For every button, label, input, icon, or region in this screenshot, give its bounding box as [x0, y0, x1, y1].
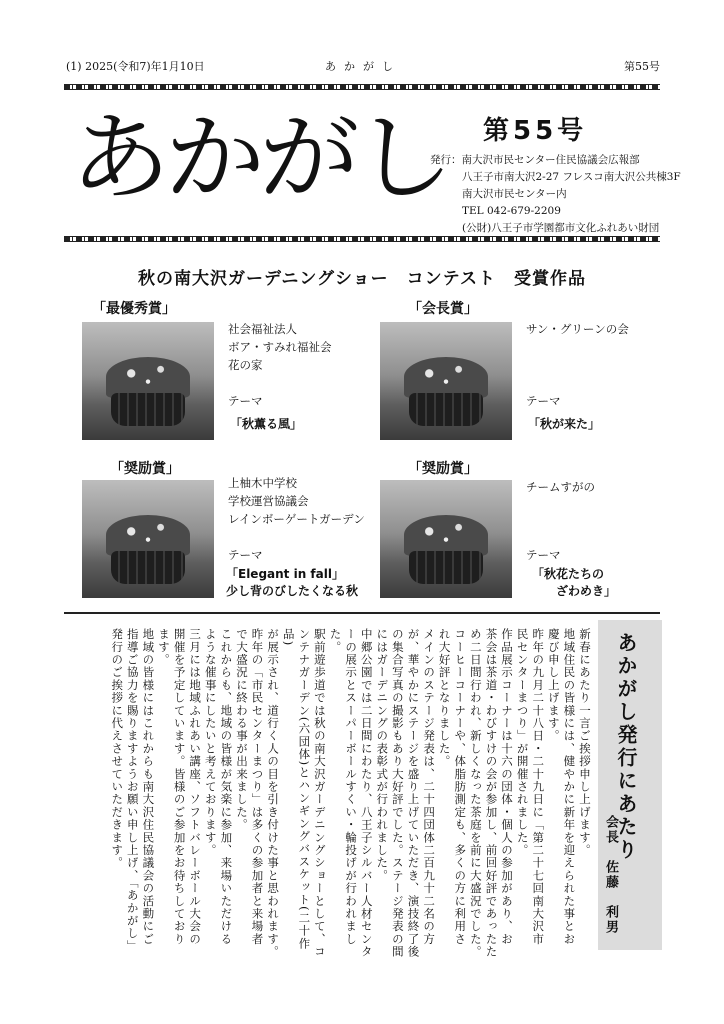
article-line: これからも、地域の皆様が気楽に参加、来場いただける	[219, 628, 234, 946]
top-border	[64, 84, 660, 90]
award-label: 「奨励賞」	[408, 461, 478, 477]
entrant-line: 花の家	[228, 358, 263, 372]
section-divider	[64, 612, 660, 614]
publisher-line: (公財)八王子市学園都市文化ふれあい財団	[462, 222, 660, 234]
article-line: め二日間行われ、新しくなった茶庭を前に大盛況でした。	[468, 628, 483, 959]
article-line: コーヒーコーナーや、体脂肪測定も、多くの方に利用さ	[453, 628, 468, 946]
masthead-issue: 第55号	[483, 116, 588, 146]
theme-line: 「秋花たちの	[532, 567, 605, 581]
article-line: れ大好評となりました。	[437, 628, 452, 768]
section-headline: 秋の南大沢ガーデニングショー コンテスト 受賞作品	[138, 269, 586, 289]
entrant-line: 学校運営協議会	[228, 494, 309, 508]
article-line: 昨年の「市民センターまつり」は多くの参加者と来場者	[250, 628, 265, 946]
theme-title: 「秋が来た」	[528, 417, 601, 431]
article-line: 昨年の九月二十八日・二十九日に「第二十七回南大沢市	[531, 628, 546, 946]
article-body	[110, 628, 592, 964]
article-line: 開催を予定しています。皆様のご参加をお待ちしており	[172, 628, 187, 946]
article-line: が展示され、道行く人の目を引き付けた事と思われます。	[266, 628, 281, 959]
article-author: 会長 佐藤 利男	[603, 815, 618, 935]
article-title-box	[598, 620, 662, 950]
publisher-line: 発行：南大沢市民センター住民協議会広報部	[430, 154, 640, 166]
masthead-border	[64, 236, 660, 242]
theme-line: ざわめき」	[556, 584, 617, 598]
article-line: ーの展示とスーパーボールすくい・輪投げが行われました。	[328, 628, 359, 946]
publisher-line: TEL 042-679-2209	[462, 205, 561, 217]
article-line: ます。	[156, 628, 171, 667]
award-label: 「奨励賞」	[110, 461, 180, 477]
article-line: が、華やかにステージを盛り上げていただき、演技終了後	[406, 628, 421, 959]
article-line: 地域住民の皆様には、健やかに新年を迎えられた事とお	[562, 628, 577, 946]
theme-title: 「秋薫る風」	[230, 417, 303, 431]
article-line: の集合写真の撮影もあり大好評でした。ステージ発表の間	[390, 628, 405, 959]
header-issue: 第55号	[624, 60, 660, 73]
entrant-line: チームすがの	[526, 480, 595, 494]
entrant-line: 社会福祉法人	[228, 322, 297, 336]
theme-title	[532, 566, 616, 600]
entrant-name	[228, 474, 365, 528]
article-line: 作品展示コーナーは十六の団体・個人の参加があり、お	[500, 628, 515, 946]
article-line: 茶会は茶道・わびすけの会が参加し、前回好評であったた	[484, 628, 499, 959]
article-line: 中郷公園では二日間にわたり、八王子シルバー人材センタ	[359, 628, 374, 959]
theme-title	[226, 566, 358, 600]
entrant-line: サン・グリーンの会	[526, 322, 629, 336]
theme-line: 少し背のびしたくなる秋	[226, 584, 359, 598]
article-line: 駅前遊歩道では秋の南大沢ガーデニングショーとして、コ	[312, 628, 327, 959]
article-line: 発行のご挨拶に代えさせていただきます。	[110, 628, 125, 870]
theme-label: テーマ	[228, 394, 263, 408]
entrant-name	[228, 320, 332, 374]
garden-photo	[82, 322, 214, 440]
publisher-info	[430, 152, 681, 237]
award-label: 「会長賞」	[408, 301, 478, 317]
article-line: メインのステージ発表は、二十四団体二百九十二名の方	[422, 628, 437, 946]
publisher-line: 南大沢市民センター内	[462, 188, 567, 200]
garden-photo	[380, 480, 512, 598]
entrant-line: ボア・すみれ福祉会	[228, 340, 332, 354]
award-label: 「最優秀賞」	[92, 301, 176, 317]
article-line: 地域の皆様にはこれからも南大沢住民協議会の活動にご	[141, 628, 156, 946]
article-line: ような催事にしたいと考えております。	[203, 628, 218, 857]
masthead-logo: あかがし	[70, 102, 448, 214]
article-line: 慶び申し上げます。	[546, 628, 561, 743]
article-line: で大盛況に終わる事が出来ました。	[234, 628, 249, 832]
page-header	[66, 58, 660, 74]
garden-photo	[380, 322, 512, 440]
theme-label: テーマ	[526, 548, 561, 562]
theme-label: テーマ	[526, 394, 561, 408]
header-date: (1) 2025(令和7)年1月10日	[66, 60, 205, 73]
article-title: あかがし発行にあたり	[614, 632, 638, 862]
entrant-line: 上柚木中学校	[228, 476, 297, 490]
theme-label: テーマ	[228, 548, 263, 562]
article-line: 指導ご協力を賜りますようお願い申し上げ、「あかがし」	[125, 628, 140, 953]
article-line: ンテナガーデン(六団体)とハンギングバスケット(二十作品)	[281, 628, 312, 950]
header-title: あかがし	[325, 60, 401, 73]
article-line: 三月には地域ふれあい講座、ソフトバレーボール大会の	[188, 628, 203, 946]
article-line: にはガーデニングの表彰式が行われました。	[375, 628, 390, 882]
entrant-name	[526, 320, 629, 338]
entrant-line: レインボーゲートガーデン	[228, 512, 365, 526]
publisher-line: 八王子市南大沢2-27 フレスコ南大沢公共棟3F	[462, 171, 681, 183]
entrant-name	[526, 478, 595, 496]
theme-line: 「Elegant in fall」	[226, 567, 344, 581]
article-line: 新春にあたり一言ご挨拶申し上げます。	[578, 628, 592, 857]
article-line: 民センターまつり」が開催されました。	[515, 628, 530, 857]
garden-photo	[82, 480, 214, 598]
